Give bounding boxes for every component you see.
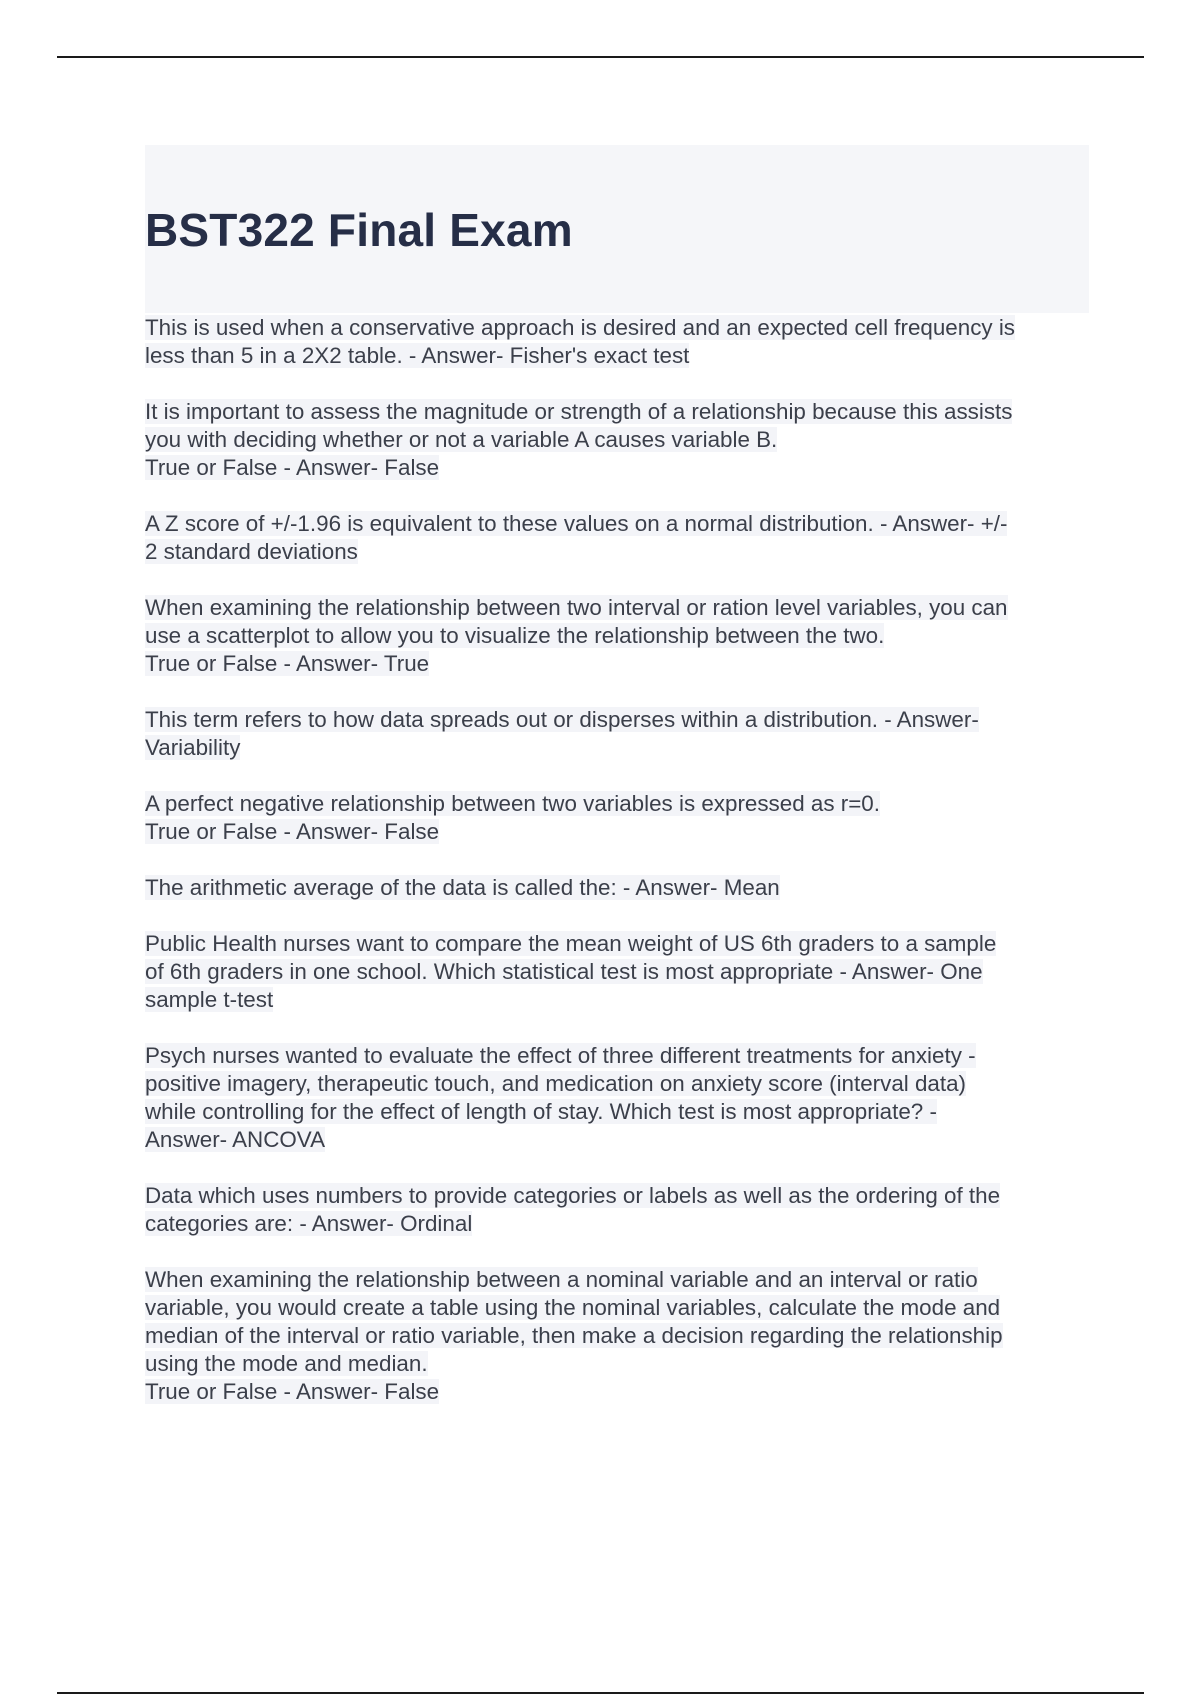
- qa-text: Public Health nurses want to compare the mean weight of US 6th graders to a sample of 6th graders in one school. Which statistical test is most appropriate - Answer- One sample t-test: [145, 931, 997, 1012]
- qa-text: A Z score of +/-1.96 is equivalent to these values on a normal distribution. - Answer- +/- 2 standard deviations: [145, 511, 1008, 564]
- qa-text: It is important to assess the magnitude or strength of a relationship because this assists you with deciding whether or not a variable A causes variable B. True or False - Answer- False: [145, 399, 1013, 480]
- qa-text: When examining the relationship between two interval or ration level variables, you can use a scatterplot to allow you to visualize the relationship between the two. True or False - Answer- True: [145, 595, 1008, 676]
- qa-text: Psych nurses wanted to evaluate the effect of three different treatments for anxiety - positive imagery, therapeutic touch, and medication on anxiety score (interval data) while controlling for the effect of length of stay. Which test is most appropriate? - Answer- ANCOVA: [145, 1043, 976, 1152]
- qa-item-6: [145, 790, 1100, 846]
- qa-item-2: [145, 398, 1100, 482]
- title-block: [145, 145, 1089, 313]
- qa-text: A perfect negative relationship between two variables is expressed as r=0. True or False - Answer- False: [145, 791, 880, 844]
- qa-item-7: [145, 874, 1100, 902]
- qa-text: This is used when a conservative approach is desired and an expected cell frequency is less than 5 in a 2X2 table. - Answer- Fisher's exact test: [145, 315, 1015, 368]
- qa-text: When examining the relationship between a nominal variable and an interval or ratio variable, you would create a table using the nominal variables, calculate the mode and median of the interval or ratio variable, then make a decision regarding the relationship using the mode and median. True or False - Answer- False: [145, 1267, 1003, 1404]
- qa-item-1: [145, 314, 1100, 370]
- bottom-rule: [57, 1692, 1144, 1694]
- qa-item-3: [145, 510, 1100, 566]
- qa-text: Data which uses numbers to provide categories or labels as well as the ordering of the categories are: - Answer- Ordinal: [145, 1183, 1001, 1236]
- qa-item-4: [145, 594, 1100, 678]
- qa-text: The arithmetic average of the data is called the: - Answer- Mean: [145, 875, 780, 900]
- qa-text: This term refers to how data spreads out or disperses within a distribution. - Answer- Variability: [145, 707, 979, 760]
- qa-item-11: [145, 1266, 1100, 1406]
- qa-list: [145, 314, 1100, 1434]
- top-rule: [57, 56, 1144, 58]
- page-title: BST322 Final Exam: [145, 204, 573, 256]
- qa-item-5: [145, 706, 1100, 762]
- qa-item-9: [145, 1042, 1100, 1154]
- qa-item-10: [145, 1182, 1100, 1238]
- qa-item-8: [145, 930, 1100, 1014]
